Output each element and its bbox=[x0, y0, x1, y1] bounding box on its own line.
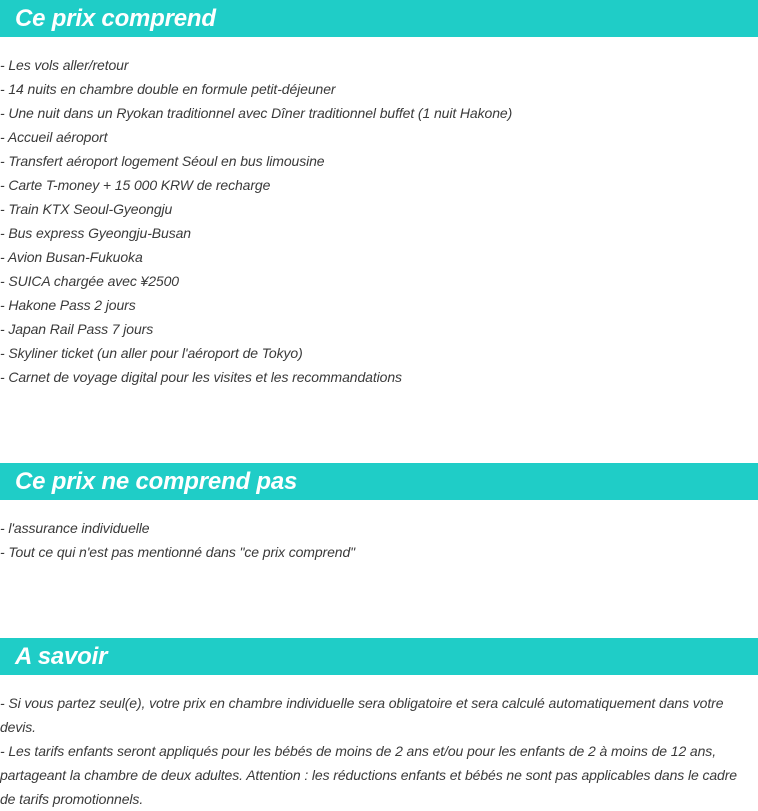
list-item: - 14 nuits en chambre double en formule petit-déjeuner bbox=[0, 81, 336, 97]
list-item: - Skyliner ticket (un aller pour l'aéroport de Tokyo) bbox=[0, 345, 303, 361]
list-item: - Tout ce qui n'est pas mentionné dans "ce prix comprend" bbox=[0, 544, 356, 560]
list-item: - Si vous partez seul(e), votre prix en chambre individuelle sera obligatoire et sera calculé automatiquement dans votre devis. bbox=[0, 695, 724, 735]
list-item: - l'assurance individuelle bbox=[0, 520, 150, 536]
section-title-not-included: Ce prix ne comprend pas bbox=[15, 468, 298, 495]
list-item: - Bus express Gyeongju-Busan bbox=[0, 225, 191, 241]
list-item: - Hakone Pass 2 jours bbox=[0, 297, 136, 313]
section-header-not-included bbox=[0, 463, 758, 500]
included-list bbox=[0, 53, 758, 389]
list-item: - Les vols aller/retour bbox=[0, 57, 129, 73]
list-item: - Avion Busan-Fukuoka bbox=[0, 249, 143, 265]
list-item: - SUICA chargée avec ¥2500 bbox=[0, 273, 179, 289]
not-included-list bbox=[0, 516, 758, 564]
list-item: - Japan Rail Pass 7 jours bbox=[0, 321, 154, 337]
list-item: - Carnet de voyage digital pour les visites et les recommandations bbox=[0, 369, 402, 385]
list-item: - Train KTX Seoul-Gyeongju bbox=[0, 201, 173, 217]
list-item: - Transfert aéroport logement Séoul en bus limousine bbox=[0, 153, 325, 169]
section-header-included bbox=[0, 0, 758, 37]
list-item: - Carte T-money + 15 000 KRW de recharge bbox=[0, 177, 271, 193]
good-to-know-list bbox=[0, 691, 750, 811]
list-item: - Les tarifs enfants seront appliqués pour les bébés de moins de 2 ans et/ou pour les enfants de 2 à moins de 12 ans, partageant la chambre de deux adultes. Attention : les réductions enfants et bébés ne sont pas applicables dans le cadre de tarifs promotionnels. bbox=[0, 743, 737, 807]
section-header-good-to-know bbox=[0, 638, 758, 675]
section-title-good-to-know: A savoir bbox=[15, 643, 108, 670]
list-item: - Une nuit dans un Ryokan traditionnel avec Dîner traditionnel buffet (1 nuit Hakone) bbox=[0, 105, 513, 121]
section-title-included: Ce prix comprend bbox=[15, 5, 216, 32]
list-item: - Accueil aéroport bbox=[0, 129, 108, 145]
